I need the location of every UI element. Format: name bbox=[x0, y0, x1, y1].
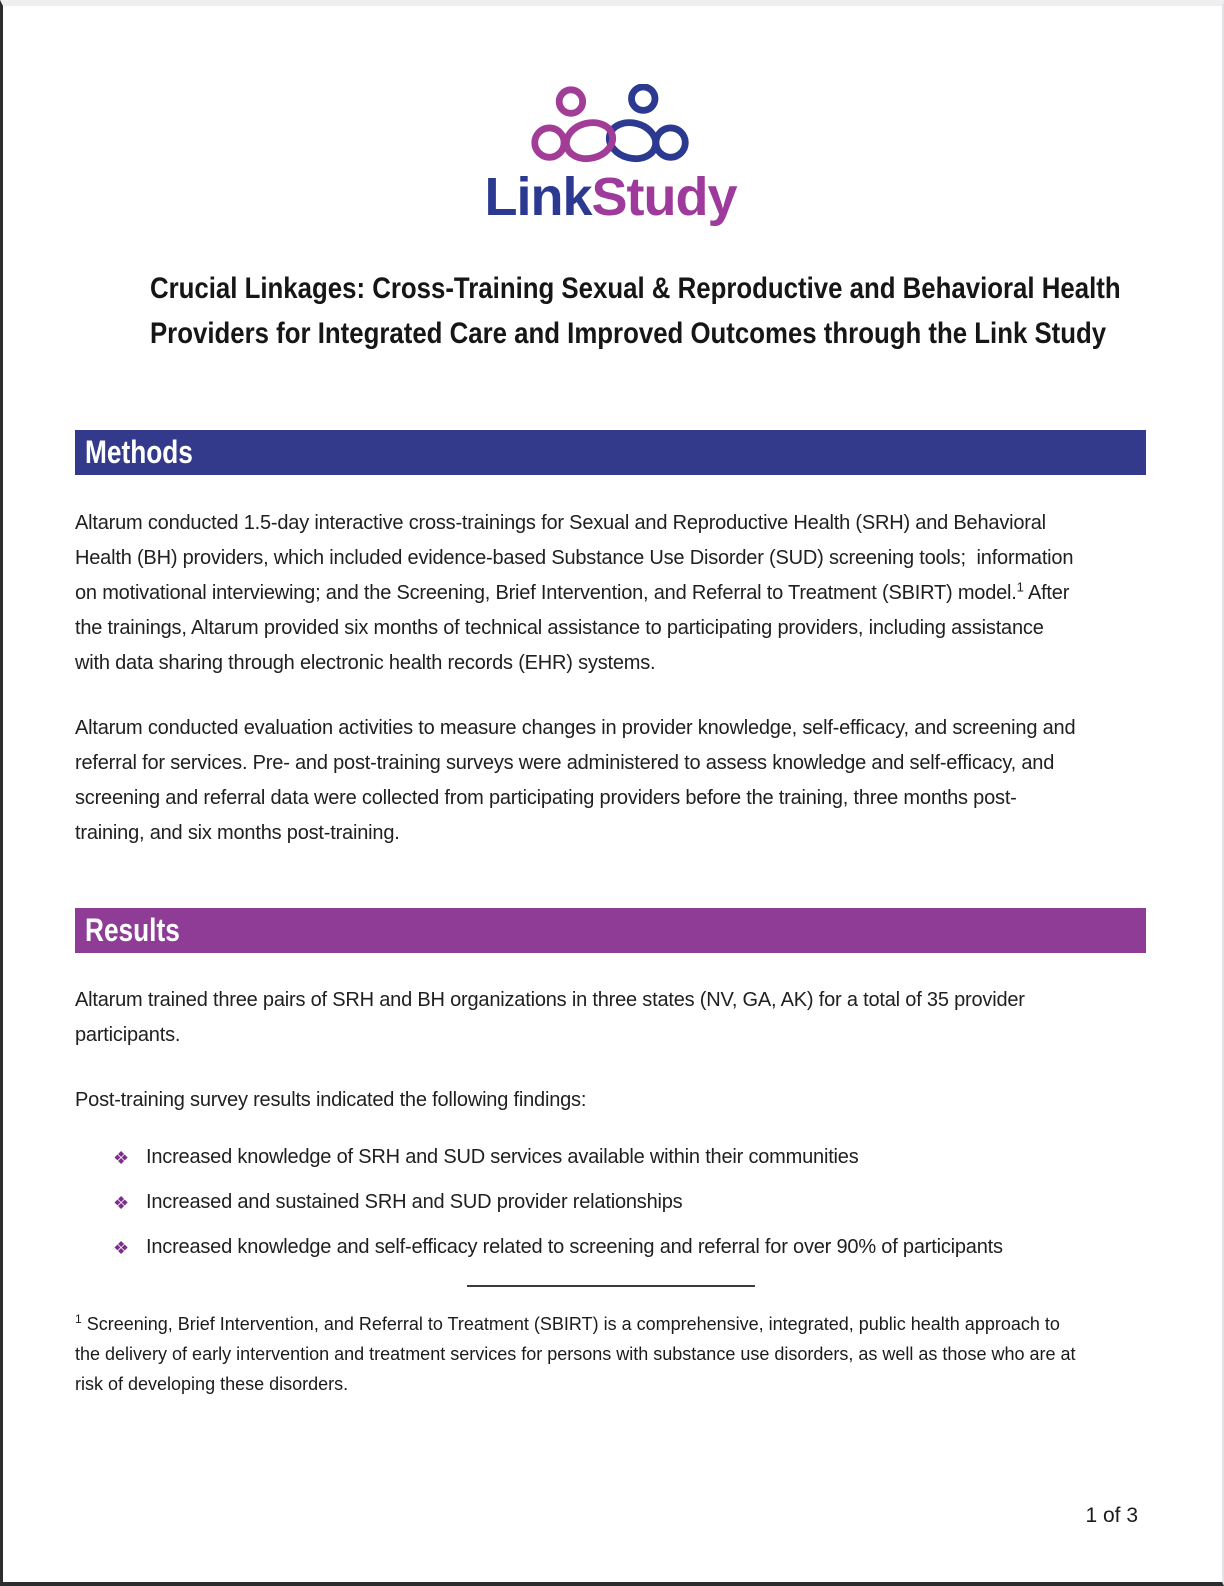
title-line-1: Crucial Linkages: Cross-Training Sexual & Reproductive and Behavioral Health bbox=[149, 272, 1121, 305]
methods-heading: Methods bbox=[85, 434, 193, 470]
methods-paragraph-2: Altarum conducted evaluation activities to measure changes in provider knowledge, self-efficacy, and screening and referral for services. Pre- and post-training surveys were administered to assess knowledge and self-efficacy, and screening and referral data were collected from participating providers before the training, three months post-training, and six months post-training. bbox=[75, 717, 1081, 844]
diamond-bullet-icon: ❖ bbox=[113, 1193, 129, 1213]
linkstudy-logo bbox=[75, 84, 1146, 228]
results-section-header bbox=[75, 908, 1146, 953]
footnote-number: 1 bbox=[75, 1312, 82, 1326]
document-title bbox=[75, 266, 1146, 356]
page-content bbox=[3, 84, 1222, 1399]
findings-list bbox=[75, 1140, 1146, 1265]
linked-people-logo-icon bbox=[525, 84, 697, 168]
results-paragraph-2: Post-training survey results indicated the following findings: bbox=[75, 1089, 587, 1111]
results-heading: Results bbox=[85, 912, 180, 948]
footnote bbox=[75, 1309, 1085, 1399]
wordmark-study: Study bbox=[591, 167, 737, 227]
footnote-reference-1: 1 bbox=[1016, 579, 1024, 595]
results-paragraph-1: Altarum trained three pairs of SRH and BH organizations in three states (NV, GA, AK) for a total of 35 provider participants. bbox=[75, 989, 1031, 1046]
methods-section-header bbox=[75, 430, 1146, 475]
linkstudy-wordmark bbox=[75, 166, 1146, 228]
finding-text: Increased knowledge and self-efficacy related to screening and referral for over 90% of participants bbox=[146, 1236, 1003, 1258]
methods-p1-text: Altarum conducted 1.5-day interactive cross-trainings for Sexual and Reproductive Health (SRH) and Behavioral Health (BH) providers, which included evidence-based Substance Use Disorder (SUD) screening tools; information on motivational interviewing; and the Screening, Brief Intervention, and Referral to Treatment (SBIRT) model. bbox=[75, 512, 1079, 604]
diamond-bullet-icon: ❖ bbox=[113, 1148, 129, 1168]
diamond-bullet-icon: ❖ bbox=[113, 1238, 129, 1258]
finding-text: Increased knowledge of SRH and SUD services available within their communities bbox=[146, 1146, 859, 1168]
footnote-separator bbox=[467, 1285, 755, 1287]
methods-p1-continuation: After the trainings, Altarum provided six months of technical assistance to participating providers, including assistance with data sharing through electronic health records (EHR) systems. bbox=[75, 582, 1075, 674]
footnote-text: Screening, Brief Intervention, and Referral to Treatment (SBIRT) is a comprehensive, integrated, public health approach to the delivery of early intervention and treatment services for persons with substance use disorders, as well as those who are at risk of developing these disorders. bbox=[75, 1314, 1081, 1394]
list-item bbox=[75, 1140, 1026, 1175]
finding-text: Increased and sustained SRH and SUD provider relationships bbox=[146, 1191, 683, 1213]
wordmark-link: Link bbox=[484, 167, 592, 227]
methods-paragraph-1 bbox=[75, 506, 1083, 681]
title-line-2: Providers for Integrated Care and Improved Outcomes through the Link Study bbox=[149, 317, 1107, 350]
list-item bbox=[75, 1185, 1026, 1220]
page-number: 1 of 3 bbox=[1085, 1504, 1138, 1527]
list-item bbox=[75, 1230, 1026, 1265]
